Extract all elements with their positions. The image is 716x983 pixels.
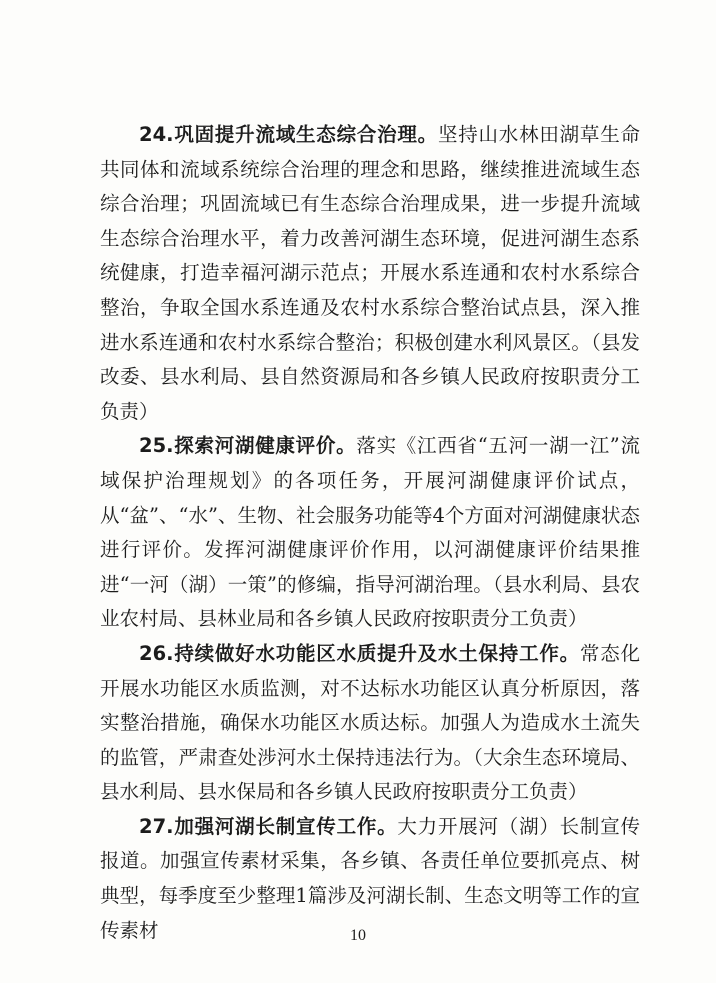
paragraph-text: 常态化开展水功能区水质监测，对不达标水功能区认真分析原因，落实整治措施，确保水功能区水质达标。加强人为造成水土流失的监管，严肃查处涉河水土保持违法行为。（大余生态环境局、县水利局、县水保局和各乡镇人民政府按职责分工负责） [100, 641, 640, 804]
paragraph-text: 坚持山水林田湖草生命共同体和流域系统综合治理的理念和思路，继续推进流域生态综合治理；巩固流域已有生态综合治理成果，进一步提升流域生态综合治理水平，着力改善河湖生态环境，促进河湖生态系统健康，打造幸福河湖示范点；开展水系连通和农村水系综合整治，争取全国水系连通及农村水系综合整治试点县，深入推进水系连通和农村水系综合整治；积极创建水利风景区。（县发改委、县水利局、县自然资源局和各乡镇人民政府按职责分工负责） [100, 123, 640, 423]
paragraph-24 [100, 118, 640, 429]
paragraph-heading: 24.巩固提升流域生态综合治理。 [139, 123, 438, 146]
paragraph-text: 落实《江西省“五河一湖一江”流域保护治理规划》的各项任务，开展河湖健康评价试点，从“盆”、“水”、生物、社会服务功能等4个方面对河湖健康状态进行评价。发挥河湖健康评价作用，以河湖健康评价结果推进“一河（湖）一策”的修编，指导河湖治理。（县水利局、县农业农村局、县林业局和各乡镇人民政府按职责分工负责） [100, 434, 640, 631]
paragraph-heading: 25.探索河湖健康评价。 [139, 434, 357, 458]
page-number: 10 [350, 927, 366, 944]
paragraph-26 [100, 637, 640, 810]
document-body [100, 118, 640, 948]
paragraph-text: 大力开展河（湖）长制宣传报道。加强宣传素材采集，各乡镇、各责任单位要抓亮点、树典型，每季度至少整理1篇涉及河湖长制、生态文明等工作的宣传素材 [100, 814, 640, 942]
paragraph-heading: 27.加强河湖长制宣传工作。 [139, 814, 398, 838]
paragraph-25 [100, 429, 640, 637]
paragraph-heading: 26.持续做好水功能区水质提升及水土保持工作。 [139, 641, 580, 665]
